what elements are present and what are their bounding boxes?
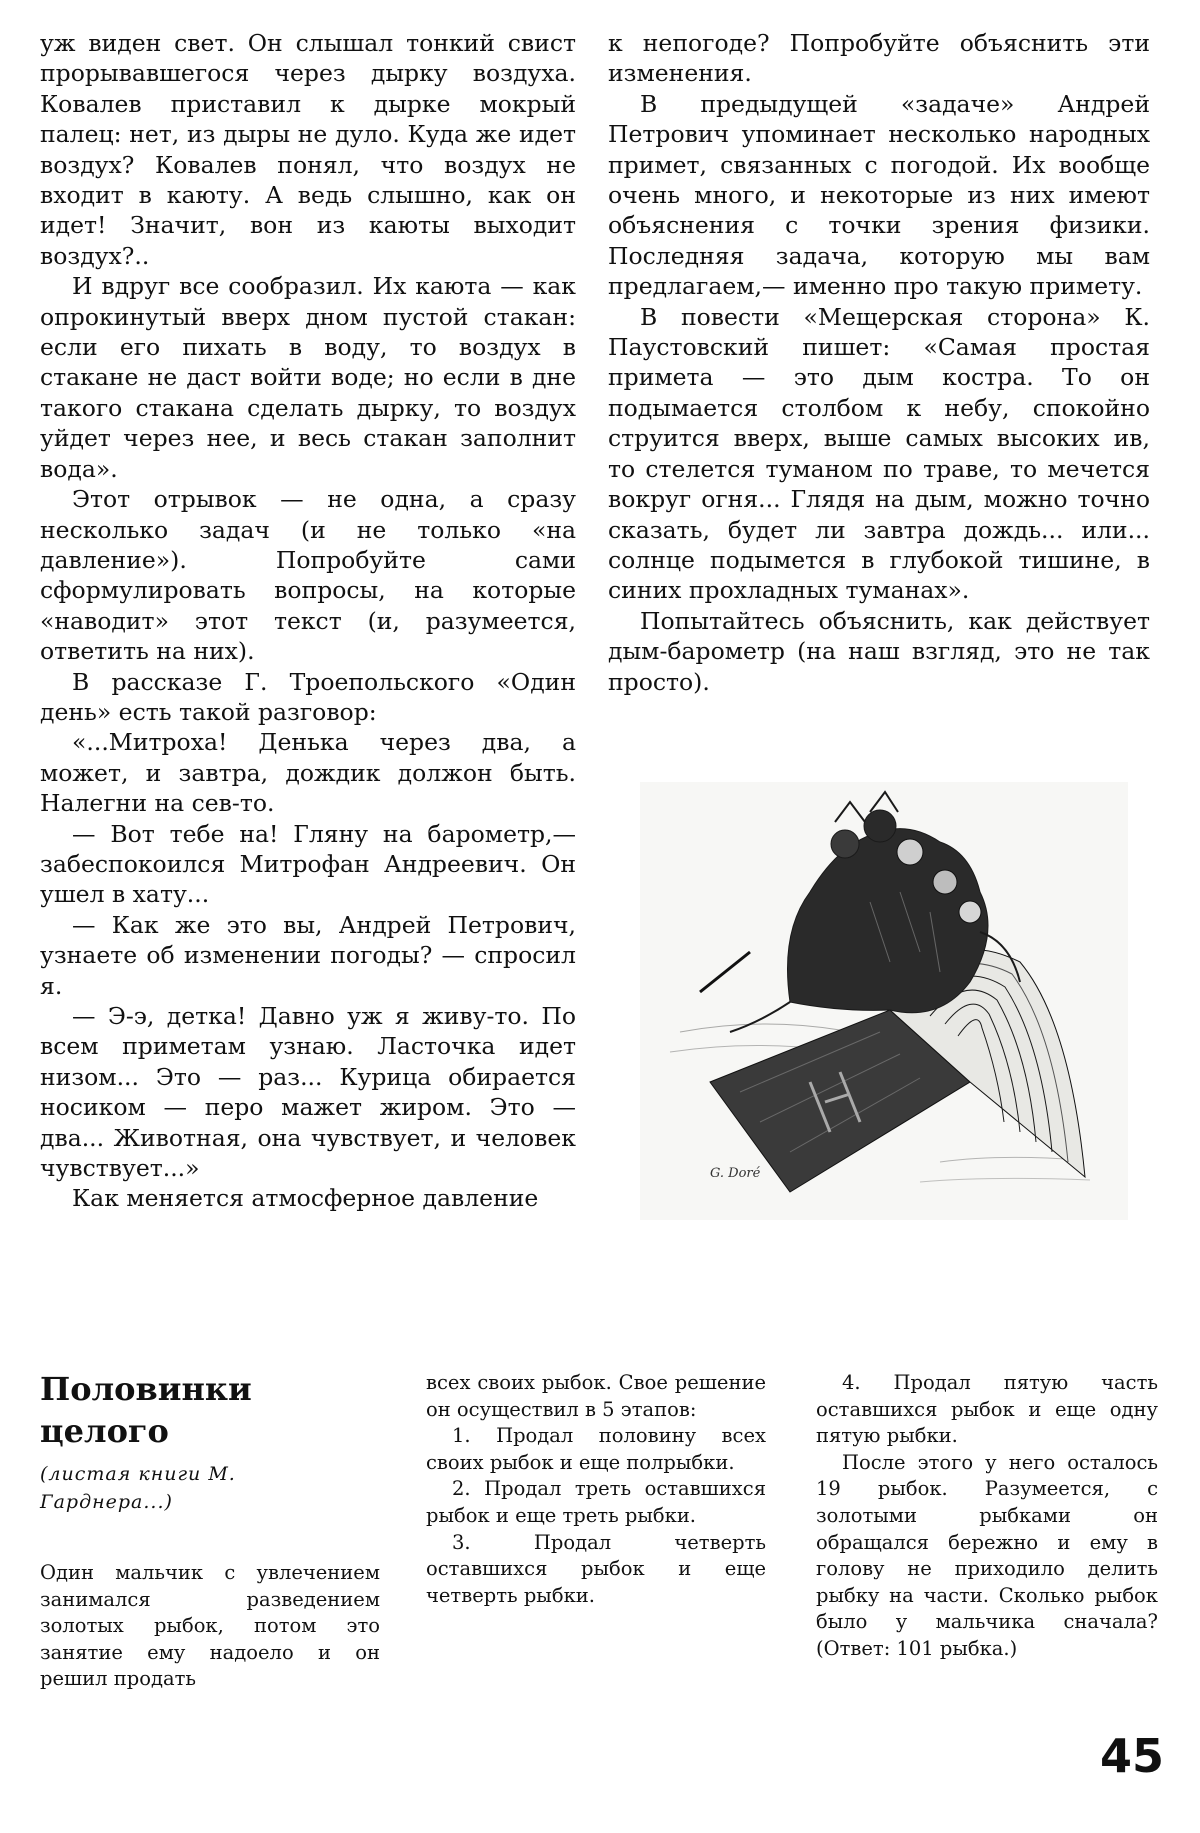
- puzzle-title: Половинки целого: [40, 1370, 252, 1450]
- engraving-illustration: [640, 782, 1128, 1220]
- paragraph: В рассказе Г. Троепольского «Один день» есть такой разговор:: [40, 667, 576, 726]
- engraver-signature: G. Doré: [710, 1166, 761, 1181]
- paragraph: «...Митроха! Денька через два, а может, и завтра, дождик должон быть. Налегни на сев-то.: [40, 728, 576, 818]
- article-column-right: [608, 28, 1150, 697]
- puzzle-step: 2. Продал треть оставшихся рыбок и еще треть рыбки.: [426, 1477, 766, 1527]
- paragraph: уж виден свет. Он слышал тонкий свист прорывавшегося через дырку воздуха. Ковалев приставил к дырке мокрый палец: нет, из дыры не дуло. Куда же идет воздух? Ковалев понял, что воздух не входит в каюту. А ведь слышно, как он идет! Значит, вон из каюты выходит воздух?..: [40, 29, 576, 270]
- paragraph: В предыдущей «задаче» Андрей Петрович упоминает несколько народных примет, связанных с погодой. Их вообще очень много, и некоторые из них имеют объяснения с точки зрения физики. Последняя задача, которую мы вам предлагаем,— именно про такую примету.: [608, 89, 1150, 301]
- puzzle-column-2: [426, 1370, 766, 1609]
- puzzle-subtitle: (листая книги М. Гарднера...): [40, 1463, 236, 1513]
- page-number: 45: [1099, 1729, 1164, 1783]
- paragraph: Как меняется атмосферное давление: [72, 1184, 539, 1213]
- puzzle-step: 1. Продал половину всех своих рыбок и еще полрыбки.: [426, 1424, 766, 1474]
- paragraph: После этого у него осталось 19 рыбок. Разумеется, с золотыми рыбками он обращался бережно и ему в голову не приходило делить рыбку на части. Сколько рыбок было у мальчика сначала? (Ответ: 101 рыбка.): [816, 1450, 1158, 1660]
- puzzle-step: 3. Продал четверть оставшихся рыбок и еще четверть рыбки.: [426, 1530, 766, 1607]
- paragraph: И вдруг все сообразил. Их каюта — как опрокинутый вверх дном пустой стакан: если его пихать в воду, то воздух в стакане не даст войти воде; но если в дне такого стакана сделать дырку, то воздух уйдет через нее, и весь стакан заполнит вода».: [40, 272, 576, 483]
- book-riders-engraving: [640, 782, 1128, 1220]
- paragraph: Один мальчик с увлечением занимался разведением золотых рыбок, потом это занятие ему надоело и он решил продать: [40, 1561, 380, 1691]
- puzzle-step: 4. Продал пятую часть оставшихся рыбок и еще одну пятую рыбки.: [816, 1371, 1158, 1448]
- puzzle-column-1: [40, 1560, 380, 1693]
- paragraph: Этот отрывок — не одна, а сразу несколько задач (и не только «на давление»). Попробуйте сами сформулировать вопросы, на которые «наводит» этот текст (и, разумеется, ответить на них).: [40, 485, 576, 666]
- paragraph: В повести «Мещерская сторона» К. Паустовский пишет: «Самая простая примета — это дым костра. То он подымается столбом к небу, спокойно струится вверх, выше самых высоких ив, то стелется туманом по траве, то мечется вокруг огня... Глядя на дым, можно точно сказать, будет ли завтра дождь... или... солнце подымется в глубокой тишине, в синих прохладных туманах».: [608, 302, 1150, 605]
- paragraph: — Как же это вы, Андрей Петрович, узнаете об изменении погоды? — спросил я.: [40, 910, 576, 1000]
- paragraph: всех своих рыбок. Свое решение он осуществил в 5 этапов:: [426, 1371, 766, 1421]
- paragraph: — Вот тебе на! Гляну на барометр,— забеспокоился Митрофан Андреевич. Он ушел в хату...: [40, 819, 576, 909]
- article-column-left: [40, 28, 576, 1214]
- paragraph: к непогоде? Попробуйте объяснить эти изменения.: [608, 29, 1150, 88]
- paragraph: — Э-э, детка! Давно уж я живу-то. По всем приметам узнаю. Ласточка идет низом... Это — раз... Курица обирается носиком — перо мажет жиром. Это — два... Животная, она чувствует, и человек чувствует...»: [40, 1002, 576, 1183]
- puzzle-column-3: [816, 1370, 1158, 1663]
- paragraph: Попытайтесь объяснить, как действует дым-барометр (на наш взгляд, это не так просто).: [608, 606, 1150, 696]
